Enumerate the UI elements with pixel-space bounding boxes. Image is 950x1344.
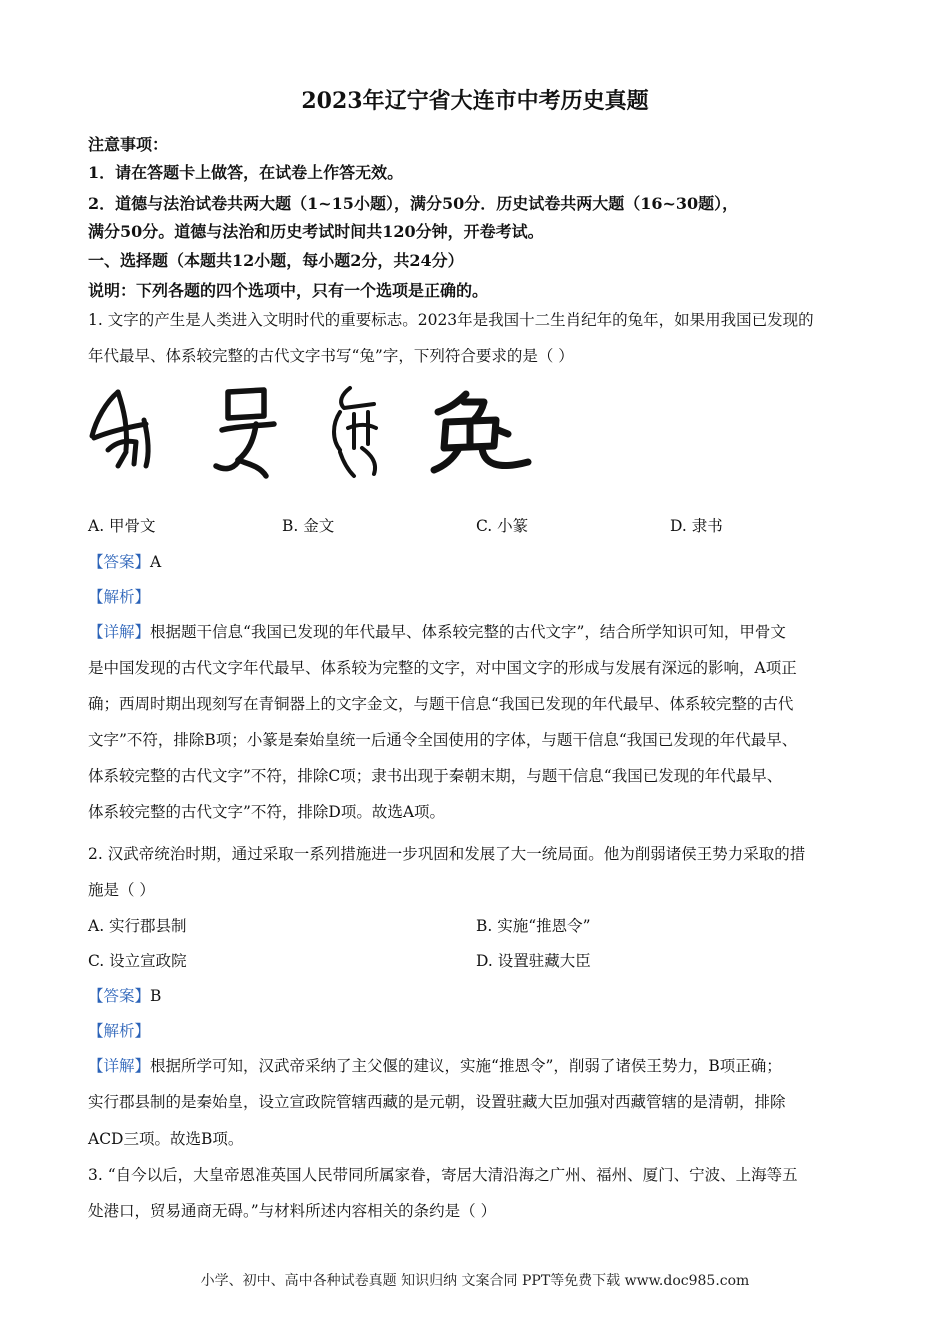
q1-detail-line-4: 文字”不符，排除B项；小篆是秦始皇统一后通令全国使用的字体，与题干信息“我国已发现的年代最早、 <box>88 731 798 749</box>
answer-tag: 【答案】 <box>88 987 151 1005</box>
notes-item-2-line-2: 满分50分。道德与法治和历史考试时间共120分钟，开卷考试。 <box>88 222 544 241</box>
q1-rabbit-glyphs <box>88 380 548 480</box>
oracle-bone-rabbit-image <box>92 392 148 466</box>
answer-value: A <box>150 553 162 571</box>
detail-text: 根据题干信息“我国已发现的年代最早、体系较完整的古代文字”，结合所学知识可知，甲骨文 <box>150 623 786 641</box>
notes-item-2-line-1: 2．道德与法治试卷共两大题（1~15小题），满分50分．历史试卷共两大题（16~30题）， <box>88 194 739 213</box>
detail-text: 根据所学可知，汉武帝采纳了主父偃的建议，实施“推恩令”，削弱了诸侯王势力，B项正确； <box>150 1057 782 1075</box>
q2-stem-line-1: 2. 汉武帝统治时期，通过采取一系列措施进一步巩固和发展了大一统局面。他为削弱诸侯王势力采取的措 <box>88 845 806 863</box>
detail-tag: 【详解】 <box>88 1057 151 1075</box>
q3-stem-line-1: 3. “自今以后，大皇帝恩准英国人民带同所属家眷，寄居大清沿海之广州、福州、厦门、宁波、上海等五 <box>88 1166 798 1184</box>
q1-detail-line-2: 是中国发现的古代文字年代最早、体系较为完整的文字，对中国文字的形成与发展有深远的影响，A项正 <box>88 659 797 677</box>
q2-option-d: D. 设置驻藏大臣 <box>476 952 591 970</box>
notes-item-1: 1．请在答题卡上做答，在试卷上作答无效。 <box>88 163 404 182</box>
bronze-rabbit-image <box>216 390 274 476</box>
notes-heading: 注意事项： <box>88 135 169 154</box>
q3-stem-line-2: 处港口，贸易通商无碍。”与材料所述内容相关的条约是（ ） <box>88 1202 497 1220</box>
q2-stem-line-2: 施是（ ） <box>88 881 155 899</box>
q1-detail-line-3: 确；西周时期出现刻写在青铜器上的文字金文，与题干信息“我国已发现的年代最早、体系较完整的古代 <box>88 695 794 713</box>
detail-tag: 【详解】 <box>88 623 151 641</box>
q2-analysis-tag: 【解析】 <box>88 1022 151 1040</box>
clerical-rabbit-image <box>434 394 528 470</box>
answer-value: B <box>150 987 162 1005</box>
q1-stem-line-1: 1. 文字的产生是人类进入文明时代的重要标志。2023年是我国十二生肖纪年的兔年，如果用我国已发现的 <box>88 311 814 329</box>
q1-detail-line-6: 体系较完整的古代文字”不符，排除D项。故选A项。 <box>88 803 446 821</box>
q2-detail-line-1 <box>88 1054 868 1076</box>
answer-tag: 【答案】 <box>88 553 151 571</box>
q2-detail-line-3: ACD三项。故选B项。 <box>88 1130 244 1148</box>
page-footer: 小学、初中、高中各种试卷真题 知识归纳 文案合同 PPT等免费下载 www.doc985.com <box>200 1273 750 1289</box>
section-instruction: 说明：下列各题的四个选项中，只有一个选项是正确的。 <box>88 281 489 300</box>
q2-detail-line-2: 实行郡县制的是秦始皇，设立宣政院管辖西藏的是元朝，设置驻藏大臣加强对西藏管辖的是清朝，排除 <box>88 1093 786 1111</box>
q2-answer <box>88 984 868 1006</box>
q2-option-c: C. 设立宣政院 <box>88 952 187 970</box>
page-title: 2023年辽宁省大连市中考历史真题 <box>301 88 649 114</box>
q1-option-b: B. 金文 <box>282 517 335 535</box>
q1-answer <box>88 550 868 572</box>
q1-detail-line-5: 体系较完整的古代文字”不符，排除C项；隶书出现于秦朝末期，与题干信息“我国已发现的年代最早、 <box>88 767 783 785</box>
q2-option-b: B. 实施“推恩令” <box>476 917 591 935</box>
q1-option-c: C. 小篆 <box>476 517 529 535</box>
q1-option-d: D. 隶书 <box>670 517 723 535</box>
q1-stem-line-2: 年代最早、体系较完整的古代文字书写“兔”字，下列符合要求的是（ ） <box>88 347 574 365</box>
q1-option-a: A. 甲骨文 <box>88 517 156 535</box>
q1-analysis-tag: 【解析】 <box>88 588 151 606</box>
q2-option-a: A. 实行郡县制 <box>88 917 187 935</box>
section-heading: 一、选择题（本题共12小题，每小题2分，共24分） <box>88 251 464 270</box>
q1-detail-line-1 <box>88 620 868 642</box>
small-seal-rabbit-image <box>334 388 376 476</box>
